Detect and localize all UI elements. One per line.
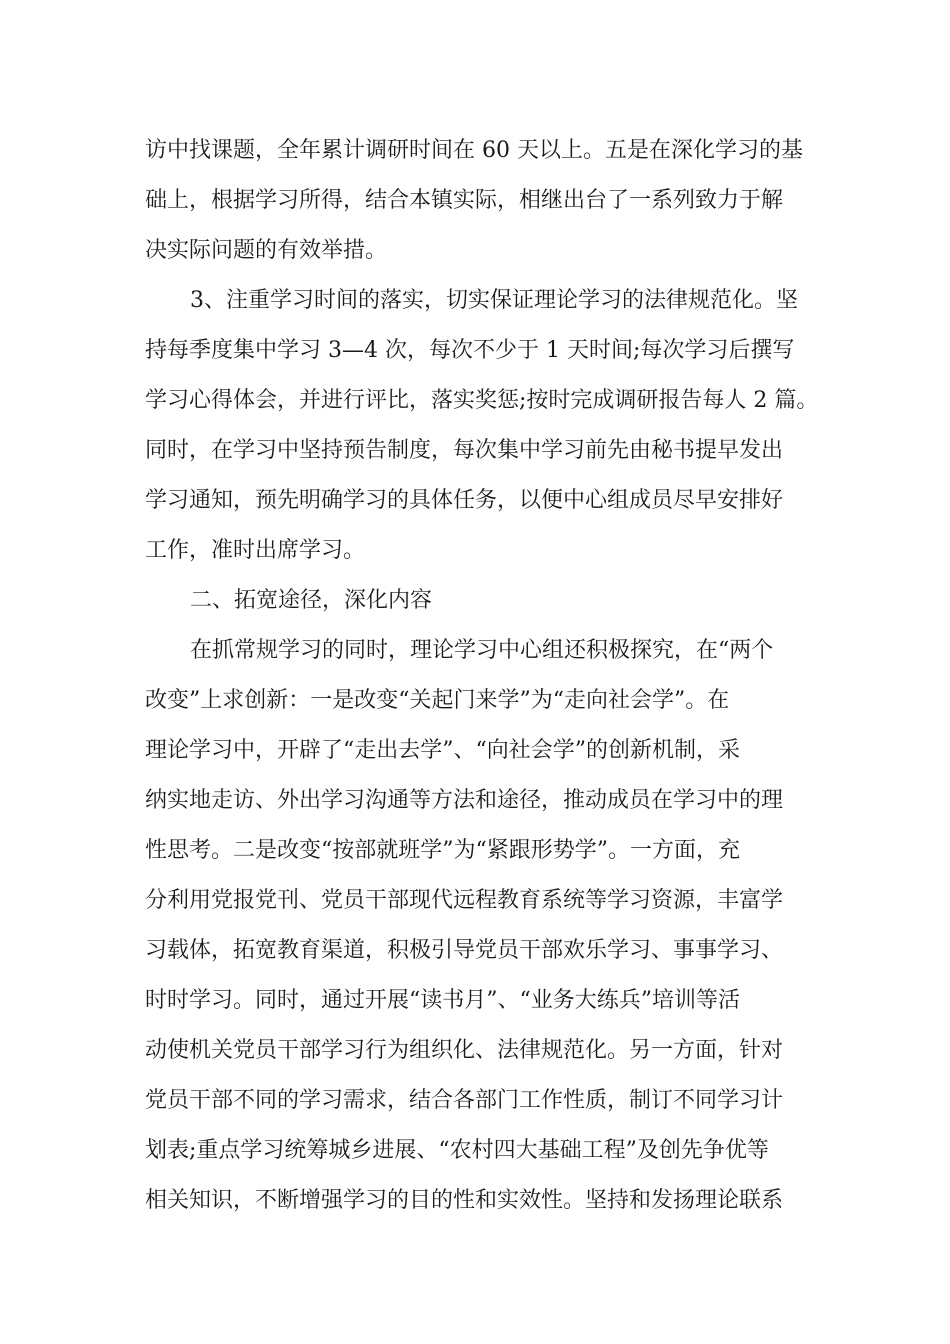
text-line: 相关知识，不断增强学习的目的性和实效性。坚持和发扬理论联系 bbox=[145, 1188, 784, 1213]
text-line: 纳实地走访、外出学习沟通等方法和途径，推动成员在学习中的理 bbox=[145, 788, 784, 813]
text-line: 划表;重点学习统筹城乡进展、“农村四大基础工程”及创先争优等 bbox=[145, 1138, 769, 1163]
text-line: 动使机关党员干部学习行为组织化、法律规范化。另一方面，针对 bbox=[145, 1038, 784, 1063]
text-line: 同时，在学习中坚持预告制度，每次集中学习前先由秘书提早发出 bbox=[145, 438, 784, 463]
text-line: 访中找课题，全年累计调研时间在 60 天以上。五是在深化学习的基 bbox=[145, 138, 803, 163]
text-line: 习载体，拓宽教育渠道，积极引导党员干部欢乐学习、事事学习、 bbox=[145, 938, 784, 963]
paragraph-start-line: 在抓常规学习的同时，理论学习中心组还积极探究，在“两个 bbox=[190, 638, 774, 663]
paragraph-start-line: 3、注重学习时间的落实，切实保证理论学习的法律规范化。坚 bbox=[190, 288, 798, 313]
text-line: 工作，准时出席学习。 bbox=[145, 538, 366, 563]
text-line: 理论学习中，开辟了“走出去学”、“向社会学”的创新机制，采 bbox=[145, 738, 740, 763]
text-line: 持每季度集中学习 3—4 次，每次不少于 1 天时间;每次学习后撰写 bbox=[145, 338, 795, 363]
text-line: 学习心得体会，并进行评比，落实奖惩;按时完成调研报告每人 2 篇。 bbox=[145, 388, 819, 413]
body-text bbox=[145, 126, 825, 1226]
text-line: 分利用党报党刊、党员干部现代远程教育系统等学习资源，丰富学 bbox=[145, 888, 784, 913]
section-heading: 二、拓宽途径，深化内容 bbox=[190, 588, 433, 613]
text-line: 党员干部不同的学习需求，结合各部门工作性质，制订不同学习计 bbox=[145, 1088, 784, 1113]
text-line: 础上，根据学习所得，结合本镇实际，相继出台了一系列致力于解 bbox=[145, 188, 784, 213]
text-line: 决实际问题的有效举措。 bbox=[145, 238, 388, 263]
text-line: 改变”上求创新：一是改变“关起门来学”为“走向社会学”。在 bbox=[145, 688, 730, 713]
text-line: 学习通知，预先明确学习的具体任务，以便中心组成员尽早安排好 bbox=[145, 488, 784, 513]
text-line: 时时学习。同时，通过开展“读书月”、“业务大练兵”培训等活 bbox=[145, 988, 740, 1013]
text-line: 性思考。二是改变“按部就班学”为“紧跟形势学”。一方面，充 bbox=[145, 838, 740, 863]
